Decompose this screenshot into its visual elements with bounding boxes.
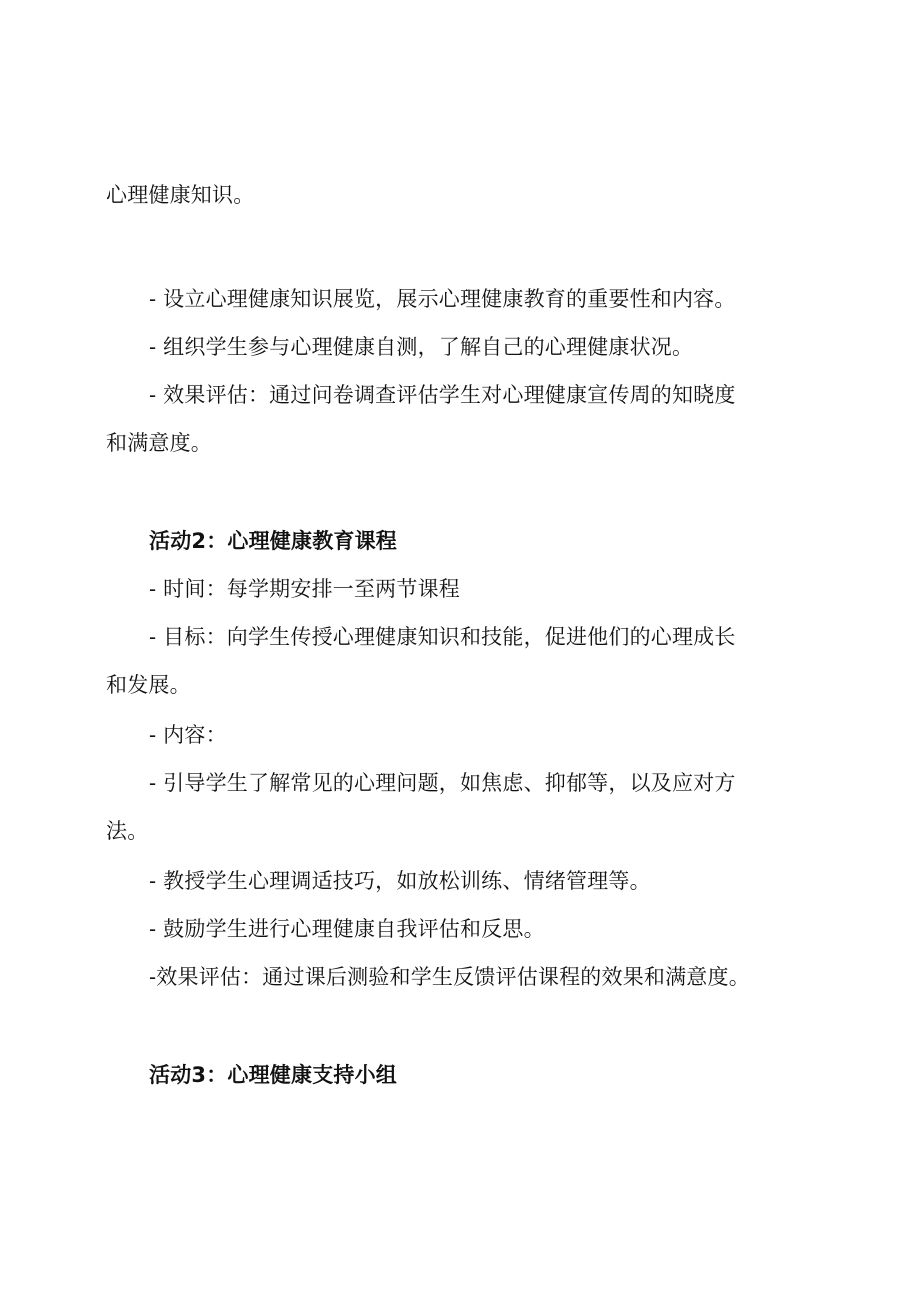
bullet-time: - 时间：每学期安排一至两节课程: [149, 577, 460, 601]
section-heading-activity-3: 活动3：心理健康支持小组: [149, 1063, 398, 1087]
bullet-exhibition: - 设立心理健康知识展览，展示心理健康教育的重要性和内容。: [149, 287, 736, 311]
bullet-guide: - 引导学生了解常见的心理问题，如焦虑、抑郁等，以及应对方: [149, 771, 736, 795]
section-heading-activity-2: 活动2：心理健康教育课程: [149, 529, 398, 553]
text-line-wrap: 和满意度。: [106, 431, 212, 455]
bullet-self-test: - 组织学生参与心理健康自测，了解自己的心理健康状况。: [149, 335, 694, 359]
text-line-continuation: 心理健康知识。: [106, 183, 255, 207]
text-line-wrap: 法。: [106, 819, 149, 843]
bullet-teach-skills: - 教授学生心理调适技巧，如放松训练、情绪管理等。: [149, 869, 651, 893]
bullet-evaluation: - 效果评估：通过问卷调查评估学生对心理健康宣传周的知晓度: [149, 383, 736, 407]
bullet-course-evaluation: -效果评估：通过课后测验和学生反馈评估课程的效果和满意度。: [149, 965, 750, 989]
bullet-encourage: - 鼓励学生进行心理健康自我评估和反思。: [149, 917, 545, 941]
text-line-wrap: 和发展。: [106, 673, 191, 697]
bullet-goal: - 目标：向学生传授心理健康知识和技能，促进他们的心理成长: [149, 625, 736, 649]
bullet-content: - 内容：: [149, 723, 227, 747]
